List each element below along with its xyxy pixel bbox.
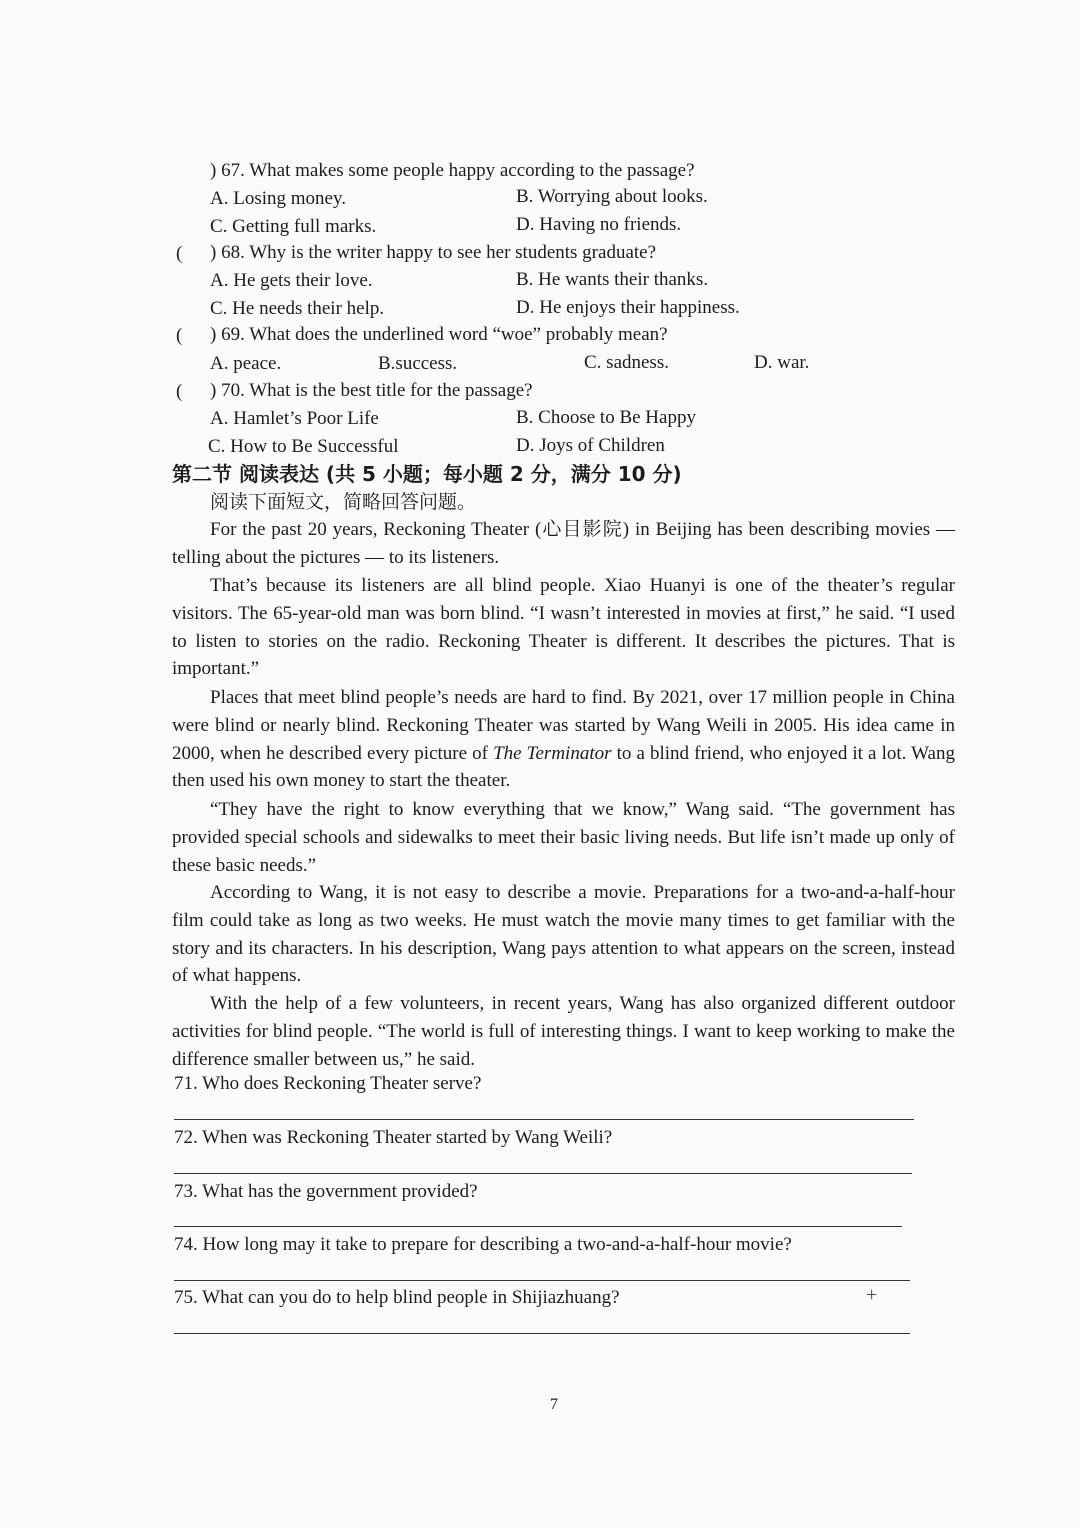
answer-line-75[interactable] [174, 1333, 910, 1334]
question-72: 72. When was Reckoning Theater started by Wang Weili? [174, 1127, 613, 1148]
section-heading: 第二节 阅读表达 (共 5 小题；每小题 2 分，满分 10 分) [172, 462, 682, 486]
answer-line-72[interactable] [174, 1173, 912, 1174]
passage-paragraph-4: “They have the right to know everything that we know,” Wang said. “The government has provided special schools and sidewalks to meet their basic living needs. But life isn’t made up only of these basic needs.” [172, 799, 955, 876]
q68-option-d: D. He enjoys their happiness. [516, 297, 740, 318]
q67-option-b: B. Worrying about looks. [516, 186, 708, 207]
question-68: ) 68. Why is the writer happy to see her students graduate? [210, 242, 657, 263]
answer-line-74[interactable] [174, 1280, 910, 1281]
q68-option-a: A. He gets their love. [210, 270, 373, 291]
q69-option-d: D. war. [754, 352, 810, 373]
section-instruction: 阅读下面短文，简略回答问题。 [210, 491, 477, 513]
q69-answer-bracket: ( [176, 325, 183, 346]
passage-paragraph-2: That’s because its listeners are all blind people. Xiao Huanyi is one of the theater’s regular visitors. The 65-year-old man was born blind. “I wasn’t interested in movies at first,” he said. “I used to listen to stories on the radio. Reckoning Theater is different. It describes the pictures. That is important.” [172, 575, 955, 680]
movie-title: The Terminator [493, 742, 612, 764]
q69-option-b: B.success. [378, 353, 458, 374]
answer-line-71[interactable] [174, 1119, 914, 1120]
stray-plus-mark: + [866, 1284, 878, 1306]
passage-paragraph-1: For the past 20 years, Reckoning Theater (心目影院) in Beijing has been describing movies — telling about the pictures — to its listeners. [172, 519, 955, 568]
question-70: ) 70. What is the best title for the passage? [210, 380, 533, 401]
question-71: 71. Who does Reckoning Theater serve? [174, 1073, 482, 1094]
answer-line-73[interactable] [174, 1226, 902, 1227]
q70-option-a: A. Hamlet’s Poor Life [210, 408, 379, 429]
q70-option-c: C. How to Be Successful [208, 436, 399, 457]
question-69: ) 69. What does the underlined word “woe” probably mean? [210, 324, 668, 345]
q70-answer-bracket: ( [176, 381, 183, 402]
q68-answer-bracket: ( [176, 243, 183, 264]
passage-paragraph-6: With the help of a few volunteers, in recent years, Wang has also organized different outdoor activities for blind people. “The world is full of interesting things. I want to keep working to make the difference smaller between us,” he said. [172, 993, 955, 1070]
question-74: 74. How long may it take to prepare for describing a two-and-a-half-hour movie? [174, 1234, 792, 1255]
q67-option-d: D. Having no friends. [516, 214, 682, 235]
q67-option-a: A. Losing money. [210, 188, 346, 209]
question-67: ) 67. What makes some people happy according to the passage? [210, 160, 695, 181]
passage-paragraph-5: According to Wang, it is not easy to describe a movie. Preparations for a two-and-a-half-hour film could take as long as two weeks. He must watch the movie many times to get familiar with the story and its characters. In his description, Wang pays attention to what appears on the screen, instead of what happens. [172, 882, 955, 987]
passage-paragraph-3: Places that meet blind people’s needs are hard to find. By 2021, over 17 million people in China were blind or nearly blind. Reckoning Theater was started by Wang Weili in 2005. His idea came in 2000, when he described every picture of The Terminator to a blind friend, who enjoyed it a lot. Wang then used his own money to start the theater. [172, 687, 955, 792]
q68-option-c: C. He needs their help. [210, 298, 385, 319]
q69-option-a: A. peace. [210, 353, 282, 374]
q70-option-d: D. Joys of Children [516, 435, 665, 456]
page-number: 7 [550, 1396, 558, 1413]
q70-option-b: B. Choose to Be Happy [516, 407, 696, 428]
question-73: 73. What has the government provided? [174, 1181, 478, 1202]
q67-option-c: C. Getting full marks. [210, 216, 377, 237]
question-75: 75. What can you do to help blind people in Shijiazhuang? [174, 1287, 620, 1308]
q68-option-b: B. He wants their thanks. [516, 269, 709, 290]
q69-option-c: C. sadness. [584, 352, 669, 373]
